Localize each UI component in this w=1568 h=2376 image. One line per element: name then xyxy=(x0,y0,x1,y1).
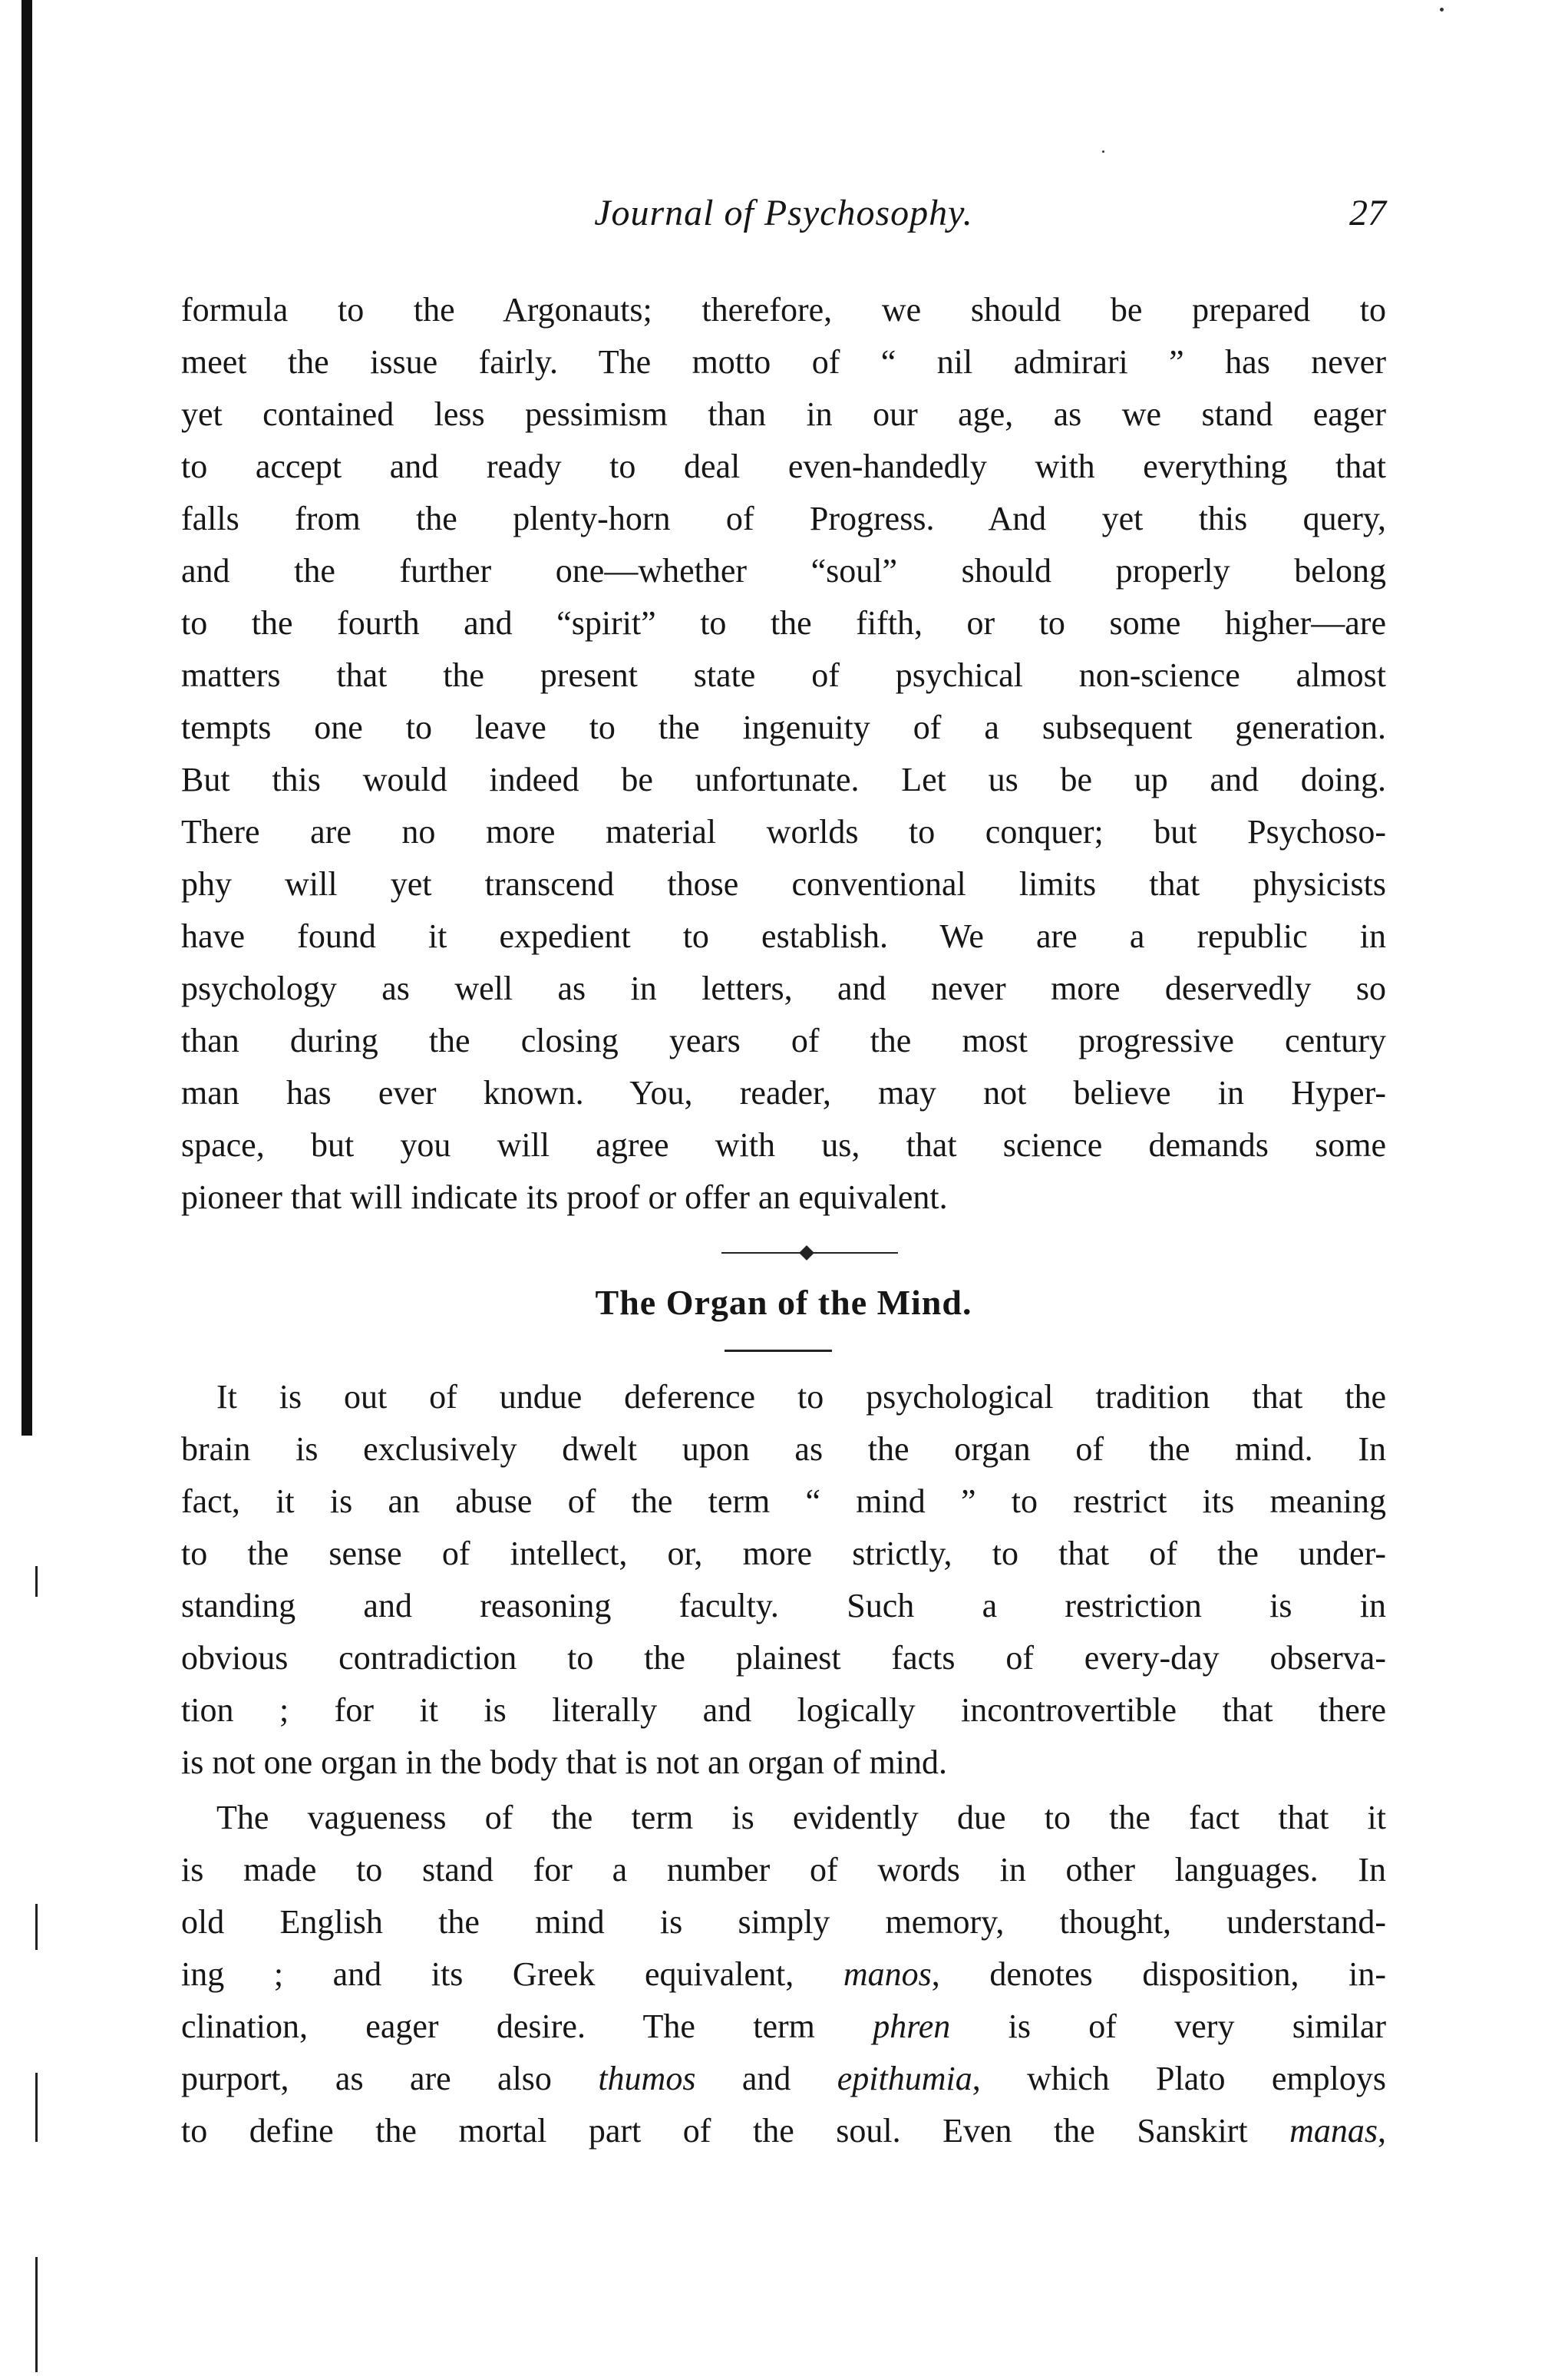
text-line: to the fourth and “spirit” to the fifth, or to some higher—are xyxy=(181,604,1386,642)
text-line: brain is exclusively dwelt upon as the organ of the mind. In xyxy=(181,1430,1386,1468)
text-run: purport, as are also xyxy=(181,2060,599,2097)
text-run: , xyxy=(1378,2112,1386,2150)
section-ornament xyxy=(721,1250,898,1256)
text-line: space, but you will agree with us, that science demands some xyxy=(181,1126,1386,1164)
binding-mark xyxy=(35,1566,38,1597)
text-run: to define the mortal part of the soul. Even the Sanskirt xyxy=(181,2112,1290,2150)
paragraph-2 xyxy=(181,1371,1386,1789)
text-line: matters that the present state of psychical non-science almost xyxy=(181,656,1386,694)
greek-term: phren xyxy=(873,2008,951,2045)
heading-rule xyxy=(725,1350,832,1352)
binding-mark xyxy=(35,2073,38,2142)
text-line: But this would indeed be unfortunate. Let us be up and doing. xyxy=(181,761,1386,798)
binding-edge xyxy=(21,0,32,1436)
running-head xyxy=(181,192,1386,246)
text-line: old English the mind is simply memory, thought, understand- xyxy=(181,1903,1386,1941)
text-line xyxy=(181,2105,1386,2157)
text-line: It is out of undue deference to psychological tradition that the xyxy=(216,1378,1386,1416)
page-number: 27 xyxy=(1349,193,1386,233)
text-run: is of very similar xyxy=(950,2008,1386,2045)
text-line: is not one organ in the body that is not an organ of mind. xyxy=(181,1743,948,1781)
text-line: There are no more material worlds to conquer; but Psychoso- xyxy=(181,813,1386,851)
journal-title: Journal of Psychosophy. xyxy=(594,193,973,233)
greek-term: epithumia xyxy=(837,2060,972,2097)
text-line: tempts one to leave to the ingenuity of a subsequent generation. xyxy=(181,709,1386,746)
binding-mark xyxy=(35,1904,38,1950)
text-run: ing ; and its Greek equivalent, xyxy=(181,1955,843,1993)
text-line: obvious contradiction to the plainest facts of every-day observa- xyxy=(181,1639,1386,1677)
greek-term: manos xyxy=(843,1955,932,1993)
text-line: formula to the Argonauts; therefore, we should be prepared to xyxy=(181,291,1386,329)
text-line: meet the issue fairly. The motto of “ nil admirari ” has never xyxy=(181,343,1386,381)
text-line: falls from the plenty-horn of Progress. And yet this query, xyxy=(181,500,1386,537)
text-line: than during the closing years of the most progressive century xyxy=(181,1022,1386,1059)
text-line: standing and reasoning faculty. Such a restriction is in xyxy=(181,1587,1386,1624)
text-line: yet contained less pessimism than in our age, as we stand eager xyxy=(181,395,1386,433)
text-line xyxy=(181,2001,1386,2053)
text-line: psychology as well as in letters, and never more deservedly so xyxy=(181,970,1386,1007)
text-line: is made to stand for a number of words in other languages. In xyxy=(181,1851,1386,1889)
text-line: The vagueness of the term is evidently due to the fact that it xyxy=(216,1799,1386,1836)
paragraph-1 xyxy=(181,284,1386,1224)
text-line: to the sense of intellect, or, more strictly, to that of the under- xyxy=(181,1535,1386,1572)
text-line: man has ever known. You, reader, may not believe in Hyper- xyxy=(181,1074,1386,1112)
paragraph-3 xyxy=(181,1792,1386,2157)
text-line: phy will yet transcend those conventional limits that physicists xyxy=(181,865,1386,903)
section-heading: The Organ of the Mind. xyxy=(595,1283,972,1322)
scan-speck xyxy=(1102,150,1104,153)
text-run: , which Plato employs xyxy=(972,2060,1386,2097)
greek-term: thumos xyxy=(598,2060,696,2097)
text-line: pioneer that will indicate its proof or offer an equivalent. xyxy=(181,1178,948,1216)
scan-speck xyxy=(1440,8,1444,12)
text-line: have found it expedient to establish. We are a republic in xyxy=(181,917,1386,955)
text-line: tion ; for it is literally and logically incontrovertible that there xyxy=(181,1691,1386,1729)
sanskrit-term: manas xyxy=(1289,2112,1378,2150)
text-line: fact, it is an abuse of the term “ mind ” to restrict its meaning xyxy=(181,1482,1386,1520)
text-line xyxy=(181,2053,1386,2105)
text-line: to accept and ready to deal even-handedly with everything that xyxy=(181,448,1386,485)
binding-mark xyxy=(35,2257,38,2372)
text-line xyxy=(181,1948,1386,2001)
text-run: clination, eager desire. The term xyxy=(181,2008,873,2045)
text-run: , denotes disposition, in- xyxy=(931,1955,1386,1993)
ornament-diamond xyxy=(799,1245,814,1261)
text-line: and the further one—whether “soul” should properly belong xyxy=(181,552,1386,590)
text-run: and xyxy=(695,2060,837,2097)
